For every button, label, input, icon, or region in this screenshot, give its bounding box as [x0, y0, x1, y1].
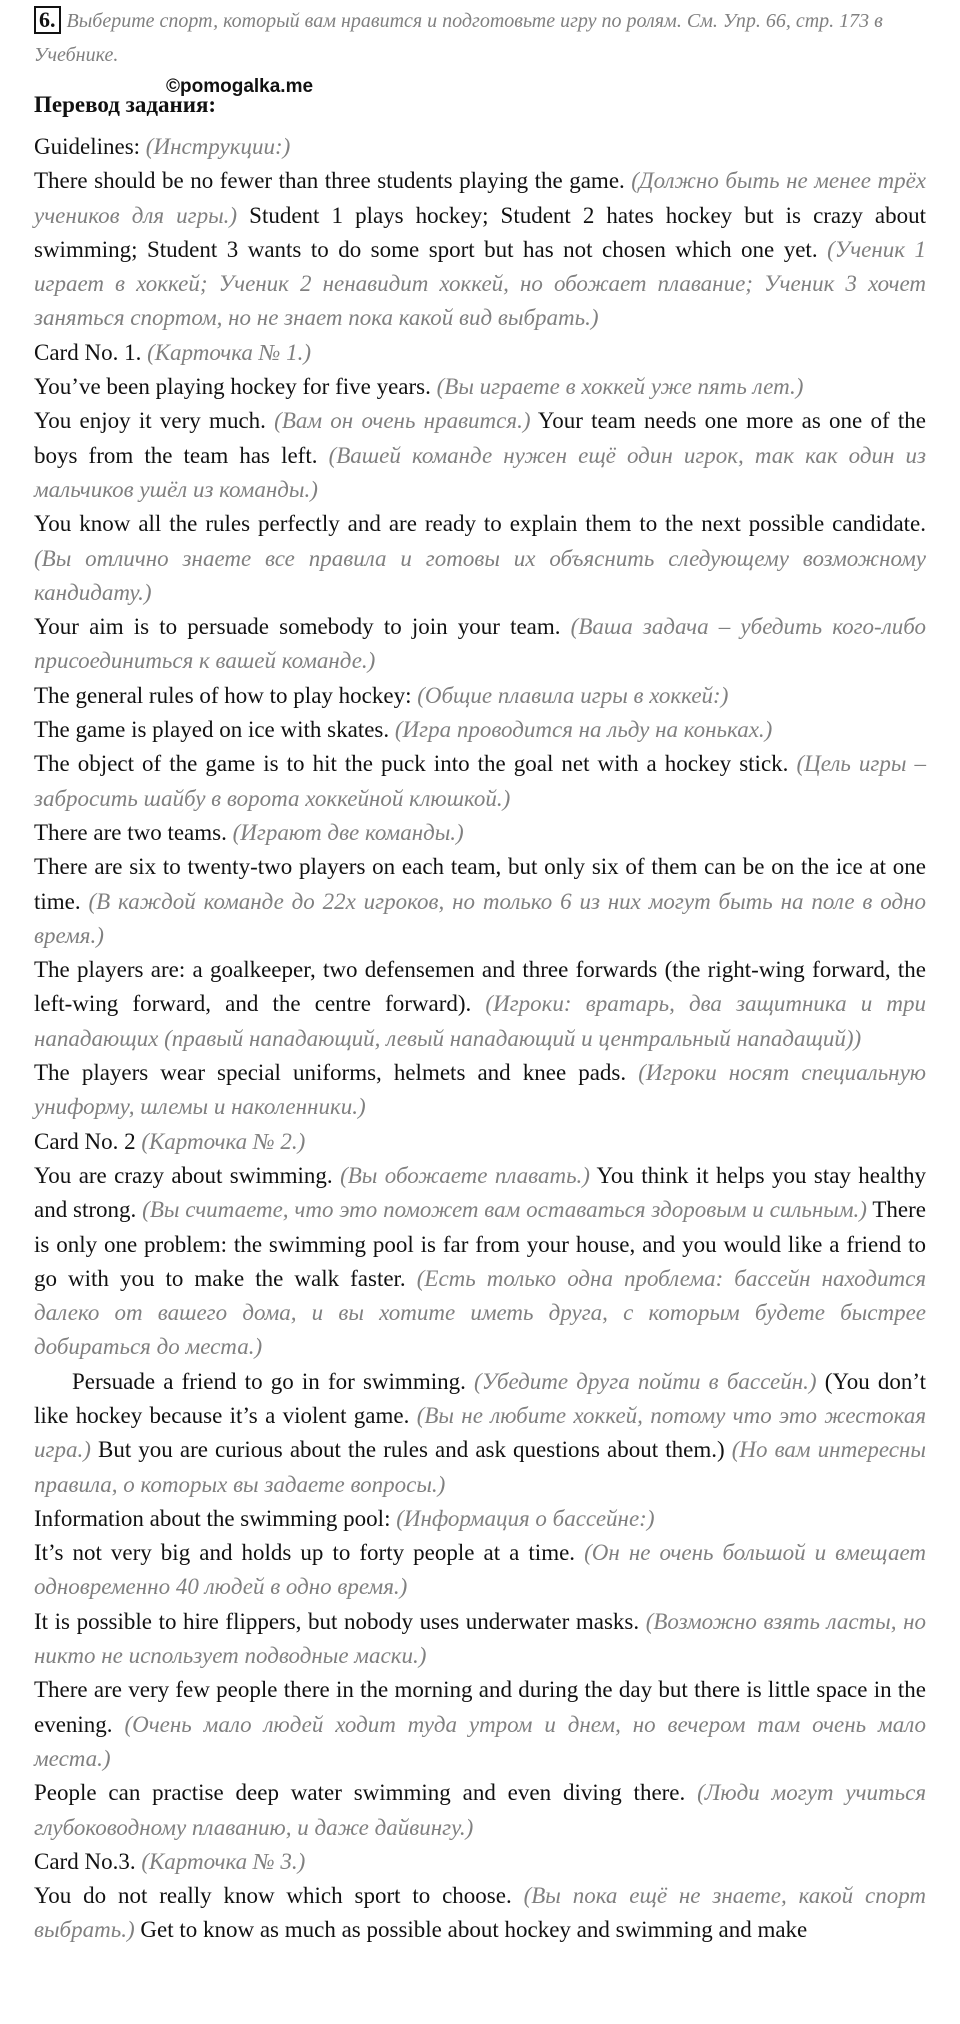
russian-translation: (Ваша задача – убедить кого-либо присоединиться к вашей команде.): [34, 614, 926, 674]
paragraph: [34, 370, 926, 404]
russian-translation: (Очень мало людей ходит туда утром и днем, но вечером там очень мало места.): [34, 1711, 926, 1771]
russian-translation: (Вы обожаете плавать.): [340, 1162, 590, 1188]
paragraph: [34, 1845, 926, 1879]
russian-translation: (Люди могут учиться глубоководному плаванию, и даже дайвингу.): [34, 1780, 927, 1840]
english-text: The general rules of how to play hockey:: [34, 682, 412, 708]
task-text: Выберите спорт, который вам нравится и подготовьте игру по ролям. См. Упр. 66, стр. 173 в Учебнике.: [34, 10, 883, 66]
english-text: Guidelines:: [34, 134, 141, 159]
russian-translation: (Вы не любите хоккей, потому что это жестокая игра.): [34, 1402, 927, 1463]
paragraph: [34, 507, 926, 610]
english-text: It’s not very big and holds up to forty people at a time.: [34, 1540, 576, 1566]
paragraph: [34, 1502, 926, 1536]
paragraph: [34, 1605, 926, 1674]
paragraph: [34, 404, 926, 507]
russian-translation: (Игроки носят специальную униформу, шлемы и наколенники.): [34, 1060, 927, 1120]
russian-translation: (Ученик 1 играет в хоккей; Ученик 2 ненавидит хоккей, но обожает плавание; Ученик 3 хочет заняться спортом, но не знает пока какой вид выбрать.): [34, 236, 927, 331]
translation-heading: [34, 76, 926, 122]
russian-translation: (Цель игры – забросить шайбу в ворота хоккейной клюшкой.): [34, 751, 926, 811]
english-text: The game is played on ice with skates.: [34, 717, 390, 743]
paragraph: [34, 164, 926, 335]
english-text: (You don’t like hockey because it’s a violent game.: [34, 1368, 927, 1428]
russian-translation: (Должно быть не менее трёх учеников для игры.): [34, 168, 926, 228]
english-text: There are two teams.: [34, 819, 227, 845]
paragraph: [34, 747, 926, 816]
paragraph: [34, 1365, 926, 1502]
russian-translation: (Игра проводится на льду на коньках.): [394, 717, 773, 743]
paragraph: [34, 713, 926, 747]
russian-translation: (Общие плавила игры в хоккей:): [417, 682, 729, 708]
russian-translation: (Вам он очень нравится.): [274, 408, 531, 434]
russian-translation: (Он не очень большой и вмещает одновременно 40 людей в одно время.): [34, 1540, 926, 1600]
english-text: Persuade a friend to go in for swimming.: [72, 1368, 466, 1394]
english-text: The players are: a goalkeeper, two defensemen and three forwards (the right-wing forward, the left-wing forward, and the centre forward).: [34, 957, 926, 1017]
paragraph: [34, 1673, 926, 1776]
russian-translation: (Игроки: вратарь, два защитника и три нападающих (правый нападающий, левый нападающий и центральный нападащий)): [34, 991, 927, 1051]
task-statement: [34, 4, 926, 72]
english-text: You’ve been playing hockey for five years.: [34, 374, 431, 400]
english-text: There are very few people there in the morning and during the day but there is little space in the evening.: [34, 1677, 926, 1737]
english-text: Get to know as much as possible about hockey and swimming and make: [140, 1917, 808, 1943]
heading-text: Перевод задания:: [34, 92, 217, 117]
english-text: But you are curious about the rules and ask questions about them.): [97, 1437, 725, 1463]
paragraph: [34, 1879, 926, 1948]
english-text: It is possible to hire flippers, but nobody uses underwater masks.: [34, 1608, 640, 1634]
russian-translation: (Но вам интересны правила, о которых вы задаете вопросы.): [34, 1437, 926, 1497]
english-text: There is only one problem: the swimming pool is far from your house, and you would like a friend to go with you to make the walk faster.: [34, 1197, 926, 1291]
paragraph: [34, 679, 926, 713]
english-text: Your team needs one more as one of the boys from the team has left.: [34, 408, 927, 468]
english-text: You are crazy about swimming.: [34, 1162, 333, 1188]
paragraph: [34, 610, 926, 679]
russian-translation: (Карточка № 1.): [147, 339, 311, 365]
english-text: There are six to twenty-two players on each team, but only six of them can be on the ice at one time.: [34, 854, 926, 914]
english-text: Card No.3.: [34, 1848, 136, 1874]
english-text: Card No. 1.: [34, 339, 142, 365]
english-text: There should be no fewer than three students playing the game.: [34, 168, 625, 194]
english-text: The object of the game is to hit the puck into the goal net with a hockey stick.: [34, 751, 789, 777]
english-text: Your aim is to persuade somebody to join your team.: [34, 614, 561, 640]
paragraph: [34, 1125, 926, 1159]
russian-translation: (Вы пока ещё не знаете, какой спорт выбрать.): [34, 1883, 927, 1943]
paragraph: [34, 816, 926, 850]
english-text: The players wear special uniforms, helmets and knee pads.: [34, 1060, 627, 1086]
russian-translation: (В каждой команде до 22х игроков, но только 6 из них могут быть на поле в одно время.): [34, 888, 926, 948]
russian-translation: (Вы считаете, что это поможет вам оставаться здоровым и сильным.): [142, 1197, 867, 1223]
translation-body: [34, 130, 926, 1948]
paragraph: [34, 953, 926, 1056]
paragraph: [34, 1056, 926, 1125]
english-text: You know all the rules perfectly and are ready to explain them to the next possible candidate.: [34, 511, 926, 537]
russian-translation: (Информация о бассейне:): [396, 1505, 655, 1531]
russian-translation: (Вашей команде нужен ещё один игрок, так как один из мальчиков ушёл из команды.): [34, 442, 926, 502]
russian-translation: (Вы отлично знаете все правила и готовы их объяснить следующему возможному кандидату.): [34, 545, 926, 605]
russian-translation: (Возможно взять ласты, но никто не использует подводные маски.): [34, 1608, 926, 1669]
task-number: 6.: [34, 6, 61, 34]
english-text: You do not really know which sport to choose.: [34, 1883, 512, 1909]
english-text: Student 1 plays hockey; Student 2 hates hockey but is crazy about swimming; Student 3 wants to do some sport but has not chosen which one yet.: [34, 202, 927, 262]
russian-translation: (Убедите друга пойти в бассейн.): [474, 1368, 817, 1394]
watermark: ©pomogalka.me: [166, 76, 314, 97]
english-text: You think it helps you stay healthy and strong.: [34, 1162, 926, 1223]
russian-translation: (Карточка № 3.): [141, 1848, 306, 1874]
paragraph: [34, 850, 926, 953]
paragraph: [34, 1776, 926, 1845]
english-text: People can practise deep water swimming and even diving there.: [34, 1780, 686, 1806]
english-text: Information about the swimming pool:: [34, 1505, 391, 1531]
english-text: Card No. 2: [34, 1128, 136, 1154]
russian-translation: (Карточка № 2.): [141, 1128, 306, 1154]
paragraph: [34, 130, 926, 164]
paragraph: [34, 1536, 926, 1605]
paragraph: [34, 336, 926, 370]
russian-translation: (Инструкции:): [145, 134, 291, 159]
english-text: You enjoy it very much.: [34, 408, 266, 434]
russian-translation: (Вы играете в хоккей уже пять лет.): [436, 374, 804, 400]
russian-translation: (Есть только одна проблема: бассейн находится далеко от вашего дома, и вы хотите иметь друга, с которым будете быстрее добираться до места.): [34, 1265, 927, 1360]
paragraph: [34, 1159, 926, 1365]
russian-translation: (Играют две команды.): [232, 819, 464, 845]
